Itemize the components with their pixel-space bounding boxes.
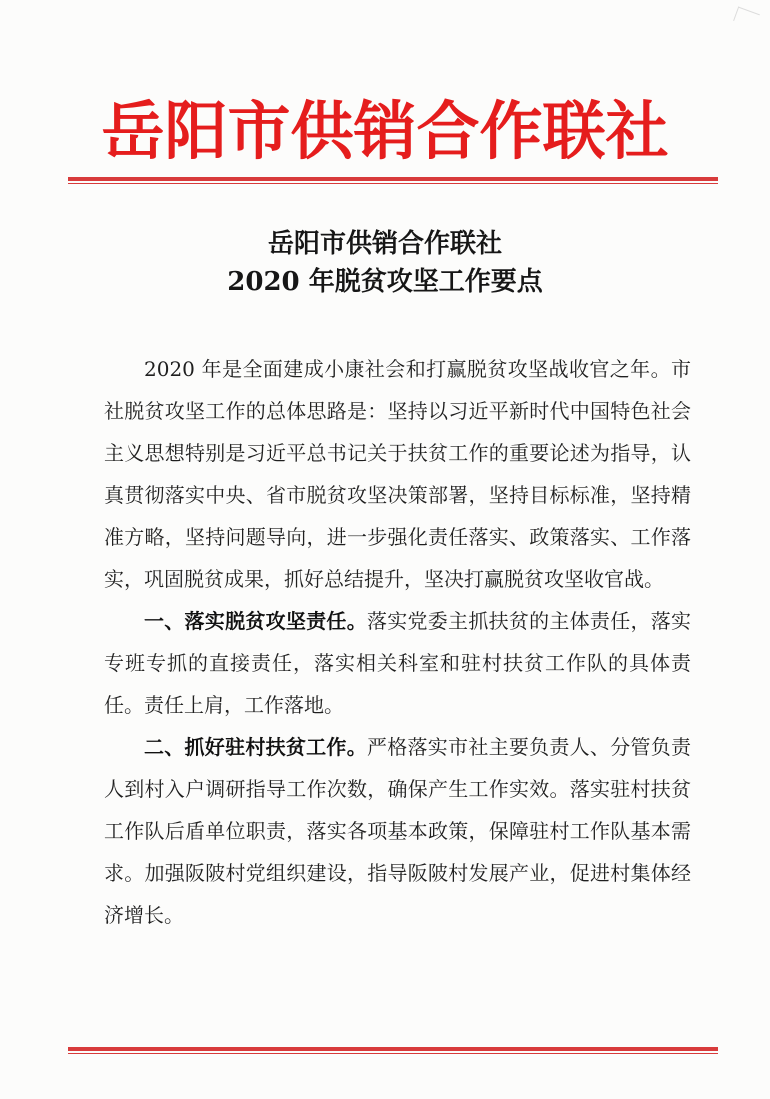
intro-paragraph: 2020 年是全面建成小康社会和打赢脱贫攻坚战收官之年。市社脱贫攻坚工作的总体思路是：坚持以习近平新时代中国特色社会主义思想特别是习近平总书记关于扶贫工作的重要论述为指导，认真贯彻落实中央、省市脱贫攻坚决策部署，坚持目标标准，坚持精准方略，坚持问题导向，进一步强化责任落实、政策落实、工作落实，巩固脱贫成果，抓好总结提升，坚决打赢脱贫攻坚收官战。 <box>104 357 691 591</box>
section-two-heading: 二、抓好驻村扶贫工作。 <box>144 735 367 759</box>
masthead-red-rule <box>68 177 718 181</box>
section-two-paragraph <box>104 726 691 936</box>
section-one-heading: 一、落实脱贫攻坚责任。 <box>144 609 367 633</box>
section-two-text: 严格落实市社主要负责人、分管负责人到村入户调研指导工作次数，确保产生工作实效。落实驻村扶贫工作队后盾单位职责，落实各项基本政策，保障驻村工作队基本需求。加强阪陂村党组织建设，指导阪陂村发展产业，促进村集体经济增长。 <box>104 735 692 927</box>
section-one-text: 落实党委主抓扶贫的主体责任，落实专班专抓的直接责任，落实相关科室和驻村扶贫工作队的具体责任。责任上肩，工作落地。 <box>104 609 692 717</box>
masthead-red-thin-rule <box>68 183 718 184</box>
document-title-line-2: 2020 年脱贫攻坚工作要点 <box>227 267 543 297</box>
footer-red-thin-rule <box>68 1053 718 1054</box>
scan-mark-icon <box>733 7 760 29</box>
footer-red-rule <box>68 1047 718 1051</box>
document-body <box>104 348 691 936</box>
document-title-line-1: 岳阳市供销合作联社 <box>267 229 502 259</box>
organization-masthead: 岳阳市供销合作联社 <box>101 95 669 168</box>
section-one-paragraph <box>104 600 691 726</box>
